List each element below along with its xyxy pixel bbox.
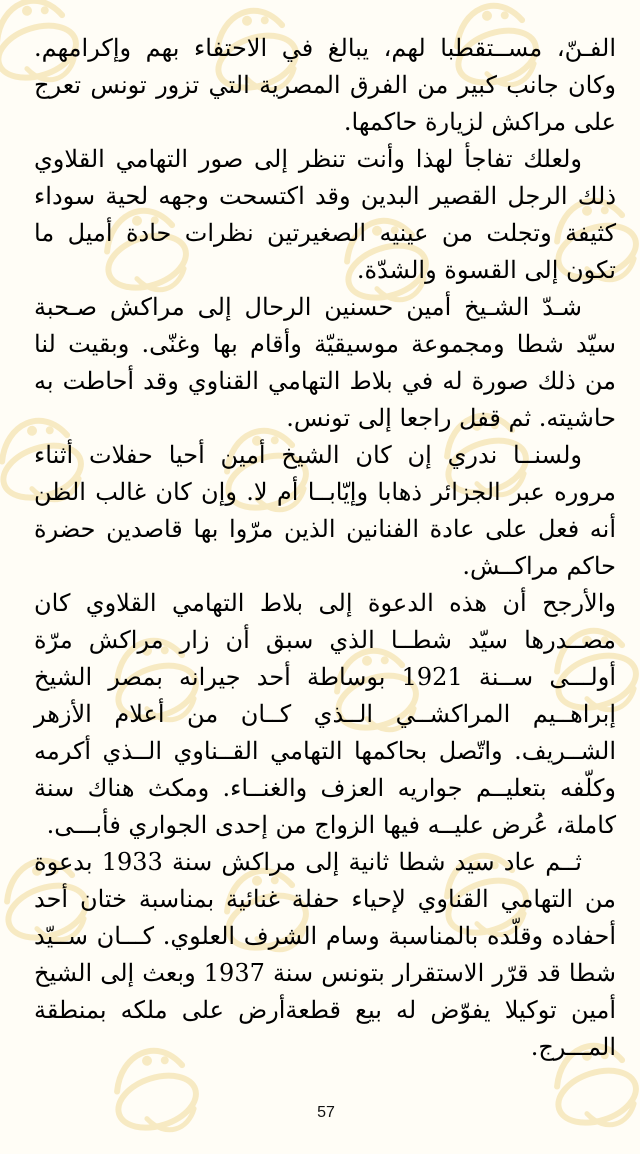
paragraph-2: ولعلك تفاجأ لهذا وأنت تنظر إلى صور التهامي القلاوي ذلك الرجل القصير البدين وقد اكتسحت وجهه لحية سوداء كثيفة وتجلت من عينيه الصغيرتين نظرات حادة أميل ما تكون إلى القسوة والشدّة. xyxy=(34,145,616,284)
paragraph-5: والأرجح أن هذه الدعوة إلى بلاط التهامي القلاوي كان مصــدرها سيّد شطــا الذي سبق أن زار مراكش مرّة أولـــى ســنة 1921 بوساطة أحد جيرانه بمصر الشيخ إبراهــيم المراكشــي الــذي كــان من أعلام الأزهر الشــريف. واتّصل بحاكمها التهامي القــناوي الــذي أكرمه وكلّفه بتعليــم جواريه العزف والغنــاء. ومكث هناك سنة كاملة، عُرض عليــه فيها الزواج من إحدى الجواري فأبـــى. xyxy=(34,589,616,839)
page-body xyxy=(34,30,616,1130)
paragraph-3: شـدّ الشـيخ أمين حسنين الرحال إلى مراكش صـحبة سيّد شطا ومجموعة موسيقيّة وأقام بها وغنّى. وبقيت لنا من ذلك صورة له في بلاط التهامي القناوي وقد أحاطت به حاشيته. ثم قفل راجعا إلى تونس. xyxy=(34,293,616,432)
paragraph-6: ثــم عاد سيد شطا ثانية إلى مراكش سنة 1933 بدعوة من التهامي القناوي لإحياء حفلة غنائية بمناسبة ختان أحد أحفاده وقلّده بالمناسبة وسام الشرف العلوي. كـــان ســيّد شطا قد قرّر الاستقرار بتونس سنة 1937 وبعث إلى الشيخ أمين توكيلا يفوّض له بيع قطعةأرض على ملكه بمنطقة المـــرج. xyxy=(34,848,616,1061)
page-number: 57 xyxy=(317,1104,335,1121)
paragraph-1: الفـنّ، مســتقطبا لهم، يبالغ في الاحتفاء بهم وإكرامهم. وكان جانب كبير من الفرق المصرية التي تزور تونس تعرج على مراكش لزيارة حاكمها. xyxy=(34,34,616,136)
paragraph-4: ولسنــا ندري إن كان الشيخ أمين أحيا حفلات أثناء مروره عبر الجزائر ذهابا وإيّابــا أم لا. وإن كان غالب الظن أنه فعل على عادة الفنانين الذين مرّوا بها قاصدين حضرة حاكم مراكــش. xyxy=(34,441,616,580)
